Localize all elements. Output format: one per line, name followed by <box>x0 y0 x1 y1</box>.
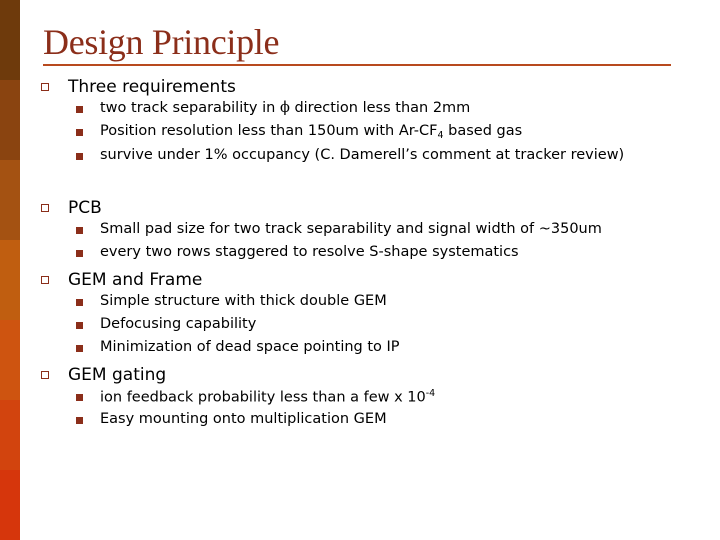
square-bullet-icon <box>76 227 83 234</box>
list-item: two track separability in ϕ direction less than 2mm <box>100 100 471 116</box>
section-heading: PCB <box>68 198 102 218</box>
square-bullet-icon <box>76 417 83 424</box>
square-bullet-icon <box>76 106 83 113</box>
square-bullet-icon <box>76 129 83 136</box>
section-heading: GEM and Frame <box>68 270 203 290</box>
list-item: Simple structure with thick double GEM <box>100 293 387 309</box>
list-item: Defocusing capability <box>100 316 257 332</box>
list-item: Position resolution less than 150um with $Ar-CF_4$ based gas <box>100 123 523 141</box>
square-bullet-icon <box>76 394 83 401</box>
hollow-square-bullet-icon <box>41 371 49 379</box>
hollow-square-bullet-icon <box>41 204 49 212</box>
sidebar-gradient <box>0 0 20 540</box>
list-item: Small pad size for two track separability and signal width of ~350um <box>100 221 602 237</box>
list-item: Minimization of dead space pointing to IP <box>100 339 400 355</box>
square-bullet-icon <box>76 345 83 352</box>
square-bullet-icon <box>76 322 83 329</box>
section-heading: Three requirements <box>68 77 236 97</box>
square-bullet-icon <box>76 153 83 160</box>
hollow-square-bullet-icon <box>41 276 49 284</box>
slide-title: Design Principle <box>43 22 280 62</box>
section-heading: GEM gating <box>68 365 167 385</box>
square-bullet-icon <box>76 299 83 306</box>
list-item: survive under 1% occupancy (C. Damerell’s comment at tracker review) <box>100 147 625 163</box>
list-item: every two rows staggered to resolve S-shape systematics <box>100 244 519 260</box>
title-underline <box>43 64 671 66</box>
hollow-square-bullet-icon <box>41 83 49 91</box>
list-item: ion feedback probability less than a few x $10^{-4}$ <box>100 388 436 406</box>
square-bullet-icon <box>76 250 83 257</box>
list-item: Easy mounting onto multiplication GEM <box>100 411 387 427</box>
phi-symbol: ϕ <box>279 100 290 116</box>
